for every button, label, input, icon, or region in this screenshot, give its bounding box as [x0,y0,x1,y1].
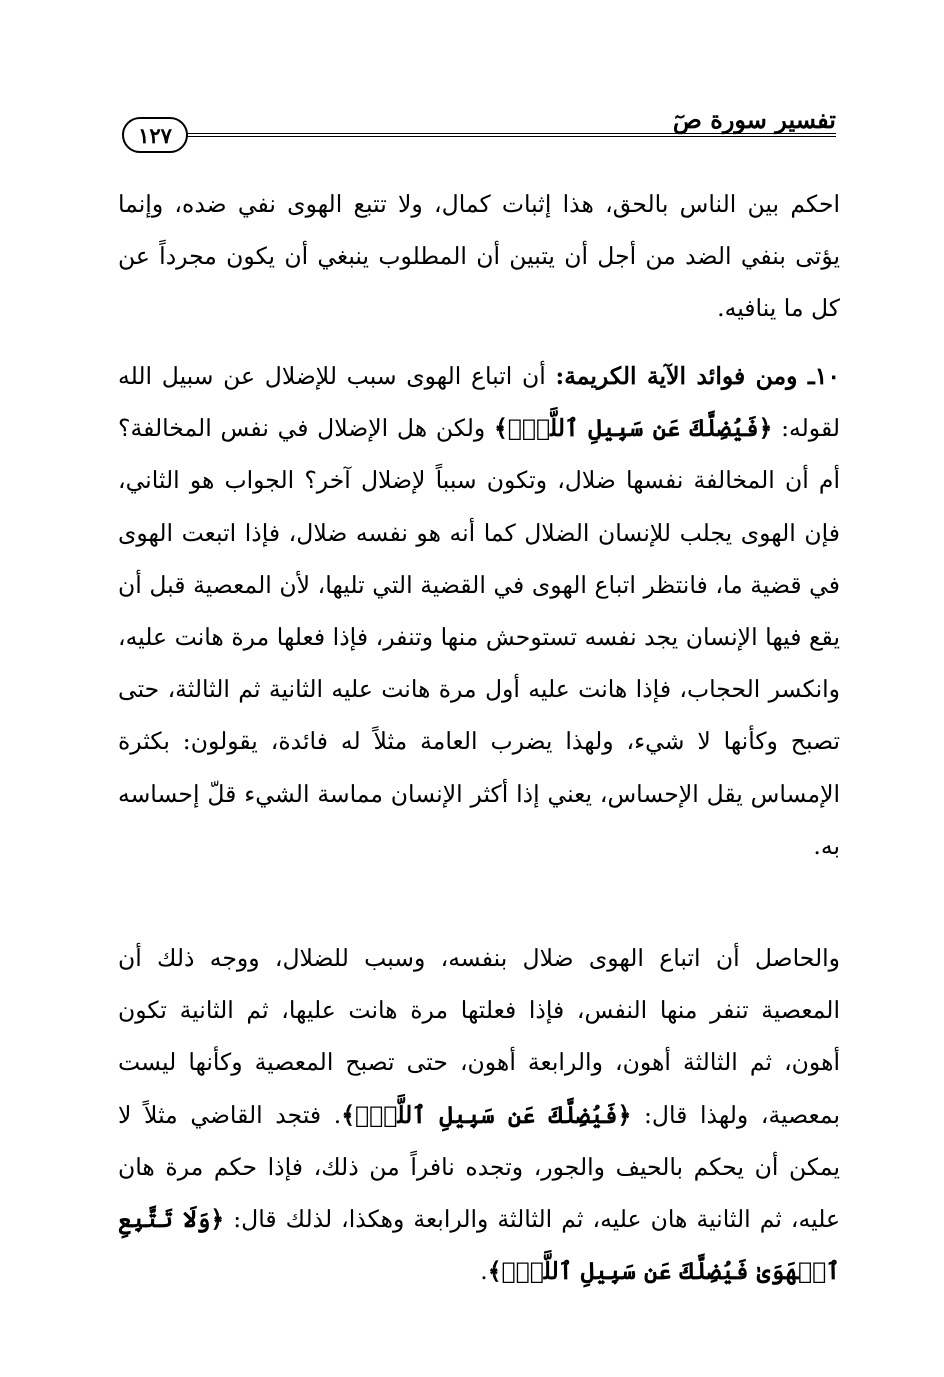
paragraph-2-text-a: أن اتباع الهوى سبب للإضلال عن سبيل الله لقوله: [118,362,840,443]
paragraph-3-text-a: والحاصل أن اتباع الهوى ضلال بنفسه، وسبب للضلال، ووجه ذلك أن المعصية تنفر منها النفس، فإذا فعلتها مرة هانت عليها، ثم الثانية تكون أهون، ثم الثالثة أهون، والرابعة أهون، حتى تصبح المعصية وكأنها ليست بمعصية، ولهذا قال: [118,944,840,1129]
paragraph-3-text-c: . [480,1257,488,1286]
quran-quote: ﴿فَيُضِلَّكَ عَن سَبِيلِ ٱللَّهِۚ﴾ [493,414,773,443]
quran-quote: ﴿فَيُضِلَّكَ عَن سَبِيلِ ٱللَّهِۚ﴾ [341,1100,632,1129]
page-header [110,95,836,155]
quran-quote: ﴿وَلَا تَتَّبِعِ ٱلۡهَوَىٰ فَيُضِلَّكَ عَن سَبِيلِ ٱللَّهِۚ﴾ [118,1205,840,1286]
paragraph-1 [118,178,840,335]
paragraph-2 [118,350,840,872]
paragraph-3 [118,932,840,1297]
header-double-rule [178,133,836,137]
benefit-heading: ١٠ـ ومن فوائد الآية الكريمة: [555,362,840,390]
paragraph-3-text-b: . فتجد القاضي مثلاً لا يمكن أن يحكم بالحيف والجور، وتجده نافراً من ذلك، فإذا حكم مرة هان عليه، ثم الثانية هان عليه، ثم الثالثة والرابعة وهكذا، لذلك قال: [118,1100,840,1234]
paragraph-2-text-b: ولكن هل الإضلال في نفس المخالفة؟ أم أن المخالفة نفسها ضلال، وتكون سبباً لإضلال آخر؟ الجواب هو الثاني، فإن الهوى يجلب للإنسان الضلال كما أنه هو نفسه ضلال، فإذا اتبعت الهوى في قضية ما، فانتظر اتباع الهوى في القضية التي تليها، لأن المعصية قبل أن يقع فيها الإنسان يجد نفسه تستوحش منها وتنفر، فإذا فعلها مرة هانت عليه، وانكسر الحجاب، فإذا هانت عليه أول مرة هانت عليه الثانية ثم الثالثة، حتى تصبح وكأنها لا شيء، ولهذا يضرب العامة مثلاً له فائدة، يقولون: بكثرة الإمساس يقل الإحساس، يعني إذا أكثر الإنسان مماسة الشيء قلّ إحساسه به. [118,414,840,860]
paragraph-1-text: احكم بين الناس بالحق، هذا إثبات كمال، ولا تتبع الهوى نفي ضده، وإنما يؤتى بنفي الضد من أجل أن يتبين أن المطلوب ينبغي أن يكون مجرداً عن كل ما ينافيه. [118,190,840,323]
running-title: تفسير سورة صٓ [672,105,836,134]
page-number: ١٢٧ [122,117,188,153]
